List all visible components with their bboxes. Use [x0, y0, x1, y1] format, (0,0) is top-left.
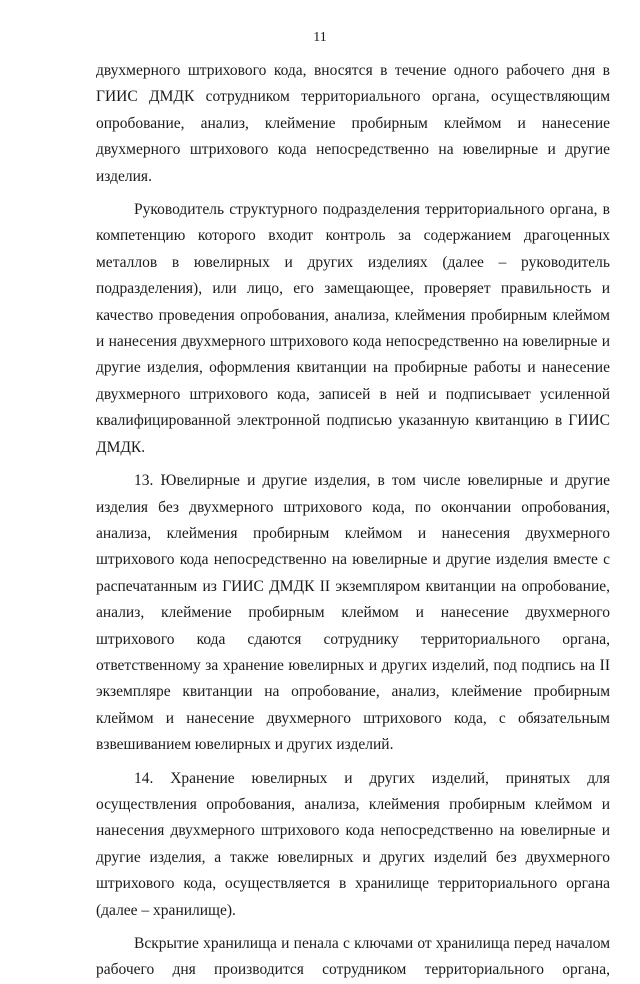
- page-number: 11: [313, 30, 327, 45]
- paragraph-item-13: 13. Ювелирные и другие изделия, в том числе ювелирные и другие изделия без двухмерного штрихового кода, по окончании опробования, анализа, клеймения пробирным клеймом и нанесения двухмерного штрихового кода непосредственно на ювелирные и другие изделия вместе с распечатанным из ГИИС ДМДК II экземпляром квитанции на опробование, анализ, клеймение пробирным клеймом и нанесение двухмерного штрихового кода сдаются сотруднику территориального органа, ответственному за хранение ювелирных и других изделий, под подпись на II экземпляре квитанции на опробование, анализ, клеймение пробирным клеймом и нанесение двухмерного штрихового кода, с обязательным взвешиванием ювелирных и других изделий.: [96, 472, 610, 754]
- paragraph-item-14: 14. Хранение ювелирных и других изделий, принятых для осуществления опробования, анализа, клеймения пробирным клеймом и нанесения двухмерного штрихового кода непосредственно на ювелирные и другие изделия, а также ювелирных и других изделий без двухмерного штрихового кода, осуществляется в хранилище территориального органа (далее – хранилище).: [96, 769, 610, 919]
- document-body: [96, 58, 610, 984]
- paragraph-storage-opening: Вскрытие хранилища и пенала с ключами от хранилища перед началом рабочего дня производится сотрудником территориального органа,: [96, 935, 610, 979]
- paragraph-continuation: двухмерного штрихового кода, вносятся в течение одного рабочего дня в ГИИС ДМДК сотрудником территориального органа, осуществляющим опробование, анализ, клеймение пробирным клеймом и нанесение двухмерного штрихового кода непосредственно на ювелирные и другие изделия.: [96, 62, 610, 185]
- paragraph-head-of-unit: Руководитель структурного подразделения территориального органа, в компетенцию которого входит контроль за содержанием драгоценных металлов в ювелирных и других изделиях (далее – руководитель подразделения), или лицо, его замещающее, проверяет правильность и качество проведения опробования, анализа, клеймения пробирным клеймом и нанесения двухмерного штрихового кода непосредственно на ювелирные и другие изделия, оформления квитанции на пробирные работы и нанесение двухмерного штрихового кода, записей в ней и подписывает усиленной квалифицированной электронной подписью указанную квитанцию в ГИИС ДМДК.: [96, 201, 610, 456]
